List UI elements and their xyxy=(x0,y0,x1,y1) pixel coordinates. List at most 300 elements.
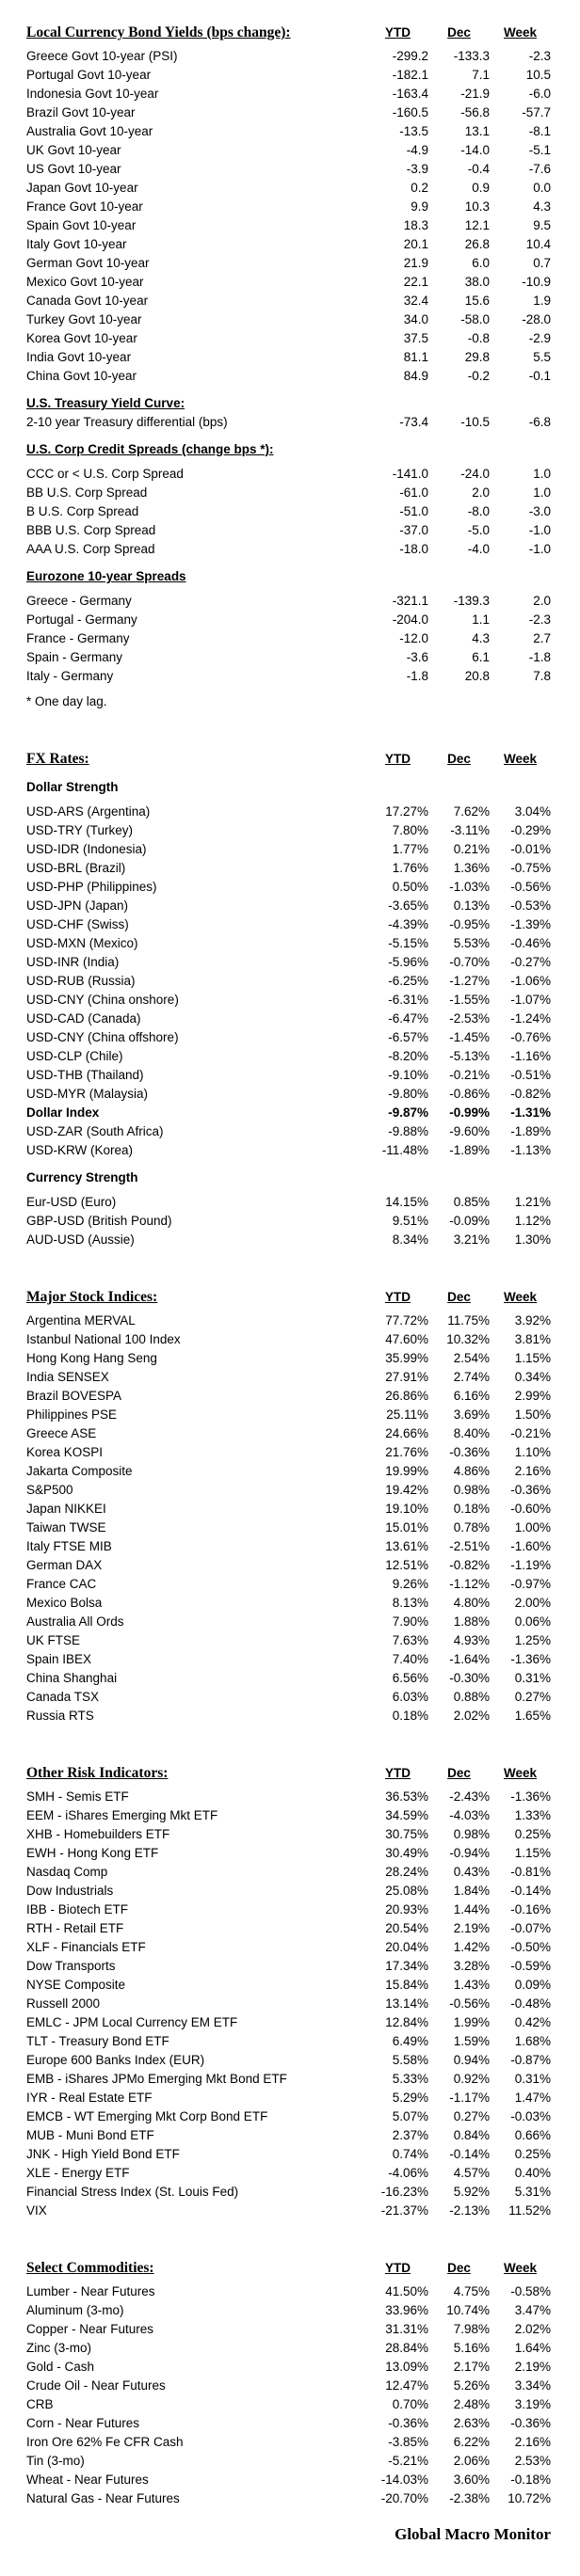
cell-ytd: -37.0 xyxy=(399,523,428,537)
row-label: Russia RTS xyxy=(26,1709,94,1723)
cell-dec: 2.0 xyxy=(472,485,490,500)
column-header-dec: Dec xyxy=(447,2261,471,2275)
cell-ytd: -4.9 xyxy=(406,143,428,157)
row-label: UK FTSE xyxy=(26,1633,81,1647)
table-row xyxy=(26,2013,551,2032)
row-label: IBB - Biotech ETF xyxy=(26,1902,129,1916)
table-row xyxy=(26,1330,551,1349)
table-row xyxy=(26,1957,551,1976)
table-row xyxy=(26,2395,551,2414)
cell-ytd: -5.15% xyxy=(388,936,428,950)
table-row xyxy=(26,1806,551,1825)
cell-ytd: 28.24% xyxy=(385,1865,428,1879)
cell-ytd: -0.36% xyxy=(388,2416,428,2430)
cell-dec: -2.13% xyxy=(449,2203,490,2218)
row-label: Russell 2000 xyxy=(26,1996,101,2011)
table-row xyxy=(26,1193,551,1212)
table-row xyxy=(26,821,551,840)
row-label: EEM - iShares Emerging Mkt ETF xyxy=(26,1808,218,1822)
cell-dec: 0.88% xyxy=(453,1690,490,1704)
row-label: Dow Industrials xyxy=(26,1884,114,1898)
cell-week: 1.9 xyxy=(533,294,551,308)
cell-ytd: -61.0 xyxy=(399,485,428,500)
cell-ytd: 34.0 xyxy=(403,312,428,326)
row-label: EMCB - WT Emerging Mkt Corp Bond ETF xyxy=(26,2109,268,2123)
table-row xyxy=(26,1882,551,1900)
column-header-dec: Dec xyxy=(447,1766,471,1780)
table-row xyxy=(26,1231,551,1249)
cell-dec: 10.32% xyxy=(446,1332,490,1346)
row-label: USD-CAD (Canada) xyxy=(26,1011,141,1026)
column-header-week: Week xyxy=(503,2261,538,2275)
cell-dec: 4.93% xyxy=(453,1633,490,1647)
cell-week: -7.6 xyxy=(528,162,551,176)
cell-ytd: -51.0 xyxy=(399,504,428,518)
cell-ytd: 30.49% xyxy=(385,1846,428,1860)
subsection-title: U.S. Treasury Yield Curve: xyxy=(26,396,185,410)
table-row xyxy=(26,1537,551,1556)
cell-dec: -0.21% xyxy=(449,1068,490,1082)
subsection-title: Eurozone 10-year Spreads xyxy=(26,569,186,583)
cell-dec: 15.6 xyxy=(464,294,490,308)
cell-week: 1.68% xyxy=(514,2034,551,2048)
section-header-row xyxy=(26,749,551,770)
cell-dec: 1.59% xyxy=(453,2034,490,2048)
table-row xyxy=(26,2164,551,2183)
row-label: BB U.S. Corp Spread xyxy=(26,485,148,500)
cell-ytd: -73.4 xyxy=(399,415,428,429)
cell-week: 3.34% xyxy=(514,2378,551,2393)
row-label: Greece Govt 10-year (PSI) xyxy=(26,49,178,63)
row-label: 2-10 year Treasury differential (bps) xyxy=(26,415,228,429)
column-header-ytd: YTD xyxy=(385,1290,411,1304)
row-group xyxy=(26,465,551,559)
cell-week: 2.16% xyxy=(514,2435,551,2449)
table-row xyxy=(26,1028,551,1047)
row-label: Mexico Bolsa xyxy=(26,1596,103,1610)
cell-ytd: 33.96% xyxy=(385,2303,428,2317)
row-label: TLT - Treasury Bond ETF xyxy=(26,2034,169,2048)
cell-dec: -8.0 xyxy=(467,504,490,518)
row-label: Nasdaq Comp xyxy=(26,1865,108,1879)
row-label: Greece ASE xyxy=(26,1426,97,1440)
section-title: Other Risk Indicators: xyxy=(26,1765,169,1781)
row-label: Eur-USD (Euro) xyxy=(26,1195,117,1209)
cell-dec: 0.85% xyxy=(453,1195,490,1209)
cell-week: 11.52% xyxy=(508,2203,551,2218)
cell-week: 10.4 xyxy=(525,237,551,251)
cell-dec: -1.03% xyxy=(449,880,490,894)
cell-week: -28.0 xyxy=(522,312,551,326)
row-label: Crude Oil - Near Futures xyxy=(26,2378,166,2393)
cell-week: -0.18% xyxy=(510,2473,551,2487)
cell-ytd: 7.80% xyxy=(392,823,428,837)
table-row xyxy=(26,66,551,85)
row-label: Korea Govt 10-year xyxy=(26,331,137,345)
cell-dec: -0.86% xyxy=(449,1087,490,1101)
cell-ytd: 5.33% xyxy=(392,2072,428,2086)
cell-ytd: 35.99% xyxy=(385,1351,428,1365)
table-row xyxy=(26,1825,551,1844)
row-label: German Govt 10-year xyxy=(26,256,150,270)
cell-ytd: 14.15% xyxy=(385,1195,428,1209)
column-header-ytd: YTD xyxy=(385,2261,411,2275)
cell-ytd: -160.5 xyxy=(392,105,428,119)
cell-week: -0.07% xyxy=(510,1921,551,1935)
cell-ytd: 47.60% xyxy=(385,1332,428,1346)
cell-week: 1.65% xyxy=(514,1709,551,1723)
table-row xyxy=(26,803,551,821)
cell-week: 3.47% xyxy=(514,2303,551,2317)
cell-dec: -133.3 xyxy=(453,49,490,63)
table-row xyxy=(26,1788,551,1806)
table-row xyxy=(26,103,551,122)
table-row xyxy=(26,1141,551,1160)
cell-week: -2.3 xyxy=(528,612,551,627)
cell-week: 2.53% xyxy=(514,2454,551,2468)
cell-ytd: -9.10% xyxy=(388,1068,428,1082)
cell-ytd: 6.03% xyxy=(392,1690,428,1704)
row-label: Spain Govt 10-year xyxy=(26,218,137,232)
row-label: US Govt 10-year xyxy=(26,162,121,176)
row-label: Zinc (3-mo) xyxy=(26,2341,92,2355)
row-label: Corn - Near Futures xyxy=(26,2416,140,2430)
row-label: USD-TRY (Turkey) xyxy=(26,823,134,837)
row-label: Brazil BOVESPA xyxy=(26,1389,122,1403)
cell-dec: -5.0 xyxy=(467,523,490,537)
column-header-week: Week xyxy=(503,1766,538,1780)
cell-dec: 3.21% xyxy=(453,1232,490,1247)
row-label: China Shanghai xyxy=(26,1671,118,1685)
cell-week: 10.72% xyxy=(508,2491,551,2505)
row-label: EMLC - JPM Local Currency EM ETF xyxy=(26,2015,238,2029)
cell-ytd: 0.70% xyxy=(392,2397,428,2411)
cell-ytd: -3.9 xyxy=(406,162,428,176)
cell-week: 9.5 xyxy=(533,218,551,232)
cell-week: 1.12% xyxy=(514,1214,551,1228)
subsection-title: U.S. Corp Credit Spreads (change bps *): xyxy=(26,442,274,456)
cell-dec: -0.30% xyxy=(449,1671,490,1685)
cell-ytd: 24.66% xyxy=(385,1426,428,1440)
table-row xyxy=(26,348,551,367)
cell-ytd: 18.3 xyxy=(403,218,428,232)
cell-dec: 7.1 xyxy=(472,68,490,82)
row-label: Spain - Germany xyxy=(26,650,123,664)
section-other-risk-indicators xyxy=(26,1763,551,2220)
cell-ytd: 19.10% xyxy=(385,1502,428,1516)
cell-ytd: -18.0 xyxy=(399,542,428,556)
table-row xyxy=(26,1047,551,1066)
cell-ytd: -8.20% xyxy=(388,1049,428,1063)
cell-dec: 1.99% xyxy=(453,2015,490,2029)
cell-ytd: 20.93% xyxy=(385,1902,428,1916)
cell-week: 2.99% xyxy=(514,1389,551,1403)
cell-week: -0.27% xyxy=(510,955,551,969)
cell-week: 0.31% xyxy=(514,2072,551,2086)
cell-week: 0.42% xyxy=(514,2015,551,2029)
row-label: XHB - Homebuilders ETF xyxy=(26,1827,170,1841)
table-row xyxy=(26,1613,551,1631)
row-label: Tin (3-mo) xyxy=(26,2454,85,2468)
row-label: USD-RUB (Russia) xyxy=(26,974,136,988)
cell-ytd: 77.72% xyxy=(385,1313,428,1328)
cell-dec: 5.16% xyxy=(453,2341,490,2355)
row-label: Iron Ore 62% Fe CFR Cash xyxy=(26,2435,184,2449)
cell-week: -0.21% xyxy=(510,1426,551,1440)
column-header-week: Week xyxy=(503,752,538,766)
table-row xyxy=(26,1368,551,1387)
cell-week: 1.47% xyxy=(514,2091,551,2105)
cell-dec: 6.22% xyxy=(453,2435,490,2449)
cell-dec: 38.0 xyxy=(464,275,490,289)
cell-week: 2.00% xyxy=(514,1596,551,1610)
cell-week: 1.0 xyxy=(533,485,551,500)
cell-week: 1.25% xyxy=(514,1633,551,1647)
cell-dec: 1.36% xyxy=(453,861,490,875)
row-label: BBB U.S. Corp Spread xyxy=(26,523,156,537)
cell-ytd: 27.91% xyxy=(385,1370,428,1384)
cell-dec: 1.42% xyxy=(453,1940,490,1954)
cell-week: -0.1 xyxy=(528,369,551,383)
row-label: CCC or < U.S. Corp Spread xyxy=(26,467,184,481)
row-label: EWH - Hong Kong ETF xyxy=(26,1846,159,1860)
column-headers xyxy=(367,750,551,769)
table-row xyxy=(26,1122,551,1141)
cell-dec: -0.09% xyxy=(449,1214,490,1228)
cell-week: -1.13% xyxy=(510,1143,551,1157)
row-label: UK Govt 10-year xyxy=(26,143,121,157)
row-label: Indonesia Govt 10-year xyxy=(26,87,159,101)
cell-ytd: 15.01% xyxy=(385,1520,428,1534)
row-label: NYSE Composite xyxy=(26,1978,126,1992)
table-row xyxy=(26,1575,551,1594)
cell-week: -1.24% xyxy=(510,1011,551,1026)
table-row xyxy=(26,1519,551,1537)
table-row xyxy=(26,2433,551,2452)
table-row xyxy=(26,198,551,216)
table-row xyxy=(26,1844,551,1863)
cell-dec: -2.43% xyxy=(449,1789,490,1804)
cell-week: -0.82% xyxy=(510,1087,551,1101)
cell-ytd: 5.29% xyxy=(392,2091,428,2105)
cell-week: -1.36% xyxy=(510,1652,551,1666)
cell-dec: -14.0 xyxy=(460,143,490,157)
cell-ytd: -299.2 xyxy=(392,49,428,63)
row-label: France Govt 10-year xyxy=(26,199,143,214)
cell-week: -0.16% xyxy=(510,1902,551,1916)
row-label: Japan Govt 10-year xyxy=(26,181,138,195)
cell-ytd: -5.21% xyxy=(388,2454,428,2468)
cell-dec: -10.5 xyxy=(460,415,490,429)
cell-week: 3.19% xyxy=(514,2397,551,2411)
cell-ytd: -14.03% xyxy=(380,2473,428,2487)
cell-dec: -0.8 xyxy=(467,331,490,345)
table-row xyxy=(26,2202,551,2220)
cell-ytd: 19.99% xyxy=(385,1464,428,1478)
row-label: India Govt 10-year xyxy=(26,350,132,364)
cell-dec: -1.89% xyxy=(449,1143,490,1157)
cell-week: 2.16% xyxy=(514,1464,551,1478)
cell-week: -1.60% xyxy=(510,1539,551,1553)
table-row xyxy=(26,1104,551,1122)
cell-week: -1.0 xyxy=(528,523,551,537)
cell-dec: 1.88% xyxy=(453,1614,490,1629)
cell-dec: -0.2 xyxy=(467,369,490,383)
cell-week: -1.31% xyxy=(510,1105,551,1120)
footnote: * One day lag. xyxy=(26,694,107,708)
cell-dec: 10.3 xyxy=(464,199,490,214)
cell-dec: -1.17% xyxy=(449,2091,490,2105)
table-row xyxy=(26,840,551,859)
row-label: USD-CHF (Swiss) xyxy=(26,917,129,931)
cell-week: -1.07% xyxy=(510,993,551,1007)
table-row xyxy=(26,1085,551,1104)
row-label: Korea KOSPI xyxy=(26,1445,104,1459)
table-row xyxy=(26,2452,551,2471)
cell-ytd: -16.23% xyxy=(380,2185,428,2199)
cell-dec: -5.13% xyxy=(449,1049,490,1063)
cell-ytd: 0.50% xyxy=(392,880,428,894)
cell-dec: 0.21% xyxy=(453,842,490,856)
cell-week: -0.01% xyxy=(510,842,551,856)
table-row xyxy=(26,934,551,953)
row-label: USD-ZAR (South Africa) xyxy=(26,1124,164,1138)
cell-ytd: -3.85% xyxy=(388,2435,428,2449)
cell-week: -6.0 xyxy=(528,87,551,101)
cell-week: 2.02% xyxy=(514,2322,551,2336)
cell-dec: -1.45% xyxy=(449,1030,490,1044)
table-row xyxy=(26,85,551,103)
table-row xyxy=(26,991,551,1010)
cell-week: -0.81% xyxy=(510,1865,551,1879)
cell-ytd: 5.07% xyxy=(392,2109,428,2123)
row-label: Australia Govt 10-year xyxy=(26,124,153,138)
cell-week: -0.56% xyxy=(510,880,551,894)
cell-week: 1.15% xyxy=(514,1351,551,1365)
cell-dec: 3.28% xyxy=(453,1959,490,1973)
column-headers xyxy=(367,24,551,42)
row-label: S&P500 xyxy=(26,1483,73,1497)
cell-ytd: 6.49% xyxy=(392,2034,428,2048)
cell-week: 7.8 xyxy=(533,669,551,683)
cell-dec: 0.9 xyxy=(472,181,490,195)
table-row xyxy=(26,310,551,329)
cell-ytd: 8.13% xyxy=(392,1596,428,1610)
cell-ytd: 25.11% xyxy=(386,1407,428,1422)
subsection-title: Dollar Strength xyxy=(26,780,119,794)
row-label: Aluminum (3-mo) xyxy=(26,2303,124,2317)
cell-ytd: 2.37% xyxy=(392,2128,428,2142)
cell-ytd: -321.1 xyxy=(392,594,428,608)
cell-dec: 4.57% xyxy=(453,2166,490,2180)
table-row xyxy=(26,1212,551,1231)
cell-week: -1.16% xyxy=(510,1049,551,1063)
cell-week: 1.30% xyxy=(514,1232,551,1247)
cell-ytd: 37.5 xyxy=(403,331,428,345)
cell-ytd: 26.86% xyxy=(385,1389,428,1403)
cell-dec: 0.13% xyxy=(453,898,490,913)
table-row xyxy=(26,1650,551,1669)
cell-week: -0.97% xyxy=(510,1577,551,1591)
cell-week: 1.00% xyxy=(514,1520,551,1534)
row-label: Turkey Govt 10-year xyxy=(26,312,142,326)
table-row xyxy=(26,2489,551,2508)
cell-week: -0.58% xyxy=(510,2284,551,2298)
table-row xyxy=(26,953,551,972)
cell-ytd: 7.90% xyxy=(392,1614,428,1629)
table-row xyxy=(26,1406,551,1424)
row-label: RTH - Retail ETF xyxy=(26,1921,124,1935)
cell-week: 0.34% xyxy=(514,1370,551,1384)
cell-week: 0.27% xyxy=(514,1690,551,1704)
cell-week: 5.5 xyxy=(533,350,551,364)
table-row xyxy=(26,972,551,991)
cell-week: -1.39% xyxy=(510,917,551,931)
row-label: MUB - Muni Bond ETF xyxy=(26,2128,154,2142)
section-title: FX Rates: xyxy=(26,751,89,767)
cell-week: 0.06% xyxy=(514,1614,551,1629)
row-label: USD-JPN (Japan) xyxy=(26,898,129,913)
row-label: XLE - Energy ETF xyxy=(26,2166,130,2180)
cell-ytd: 9.9 xyxy=(411,199,428,214)
table-row xyxy=(26,1688,551,1707)
cell-dec: -0.36% xyxy=(449,1445,490,1459)
cell-dec: 3.69% xyxy=(453,1407,490,1422)
table-row xyxy=(26,1594,551,1613)
table-row xyxy=(26,878,551,897)
cell-ytd: 13.14% xyxy=(385,1996,428,2011)
cell-week: 1.0 xyxy=(533,467,551,481)
cell-week: 2.7 xyxy=(533,631,551,645)
table-row xyxy=(26,1919,551,1938)
table-row xyxy=(26,540,551,559)
row-group xyxy=(26,592,551,686)
table-row xyxy=(26,2471,551,2489)
row-label: Istanbul National 100 Index xyxy=(26,1332,181,1346)
cell-ytd: -5.96% xyxy=(388,955,428,969)
cell-ytd: -9.80% xyxy=(388,1087,428,1101)
row-group xyxy=(26,2282,551,2508)
row-group xyxy=(26,413,551,432)
section-header-row xyxy=(26,1287,551,1308)
table-row xyxy=(26,179,551,198)
cell-dec: 4.75% xyxy=(453,2284,490,2298)
table-row xyxy=(26,2070,551,2089)
cell-dec: 8.40% xyxy=(453,1426,490,1440)
table-row xyxy=(26,2358,551,2377)
cell-ytd: 1.76% xyxy=(392,861,428,875)
table-row xyxy=(26,1556,551,1575)
cell-week: -0.03% xyxy=(510,2109,551,2123)
cell-dec: -58.0 xyxy=(460,312,490,326)
column-header-week: Week xyxy=(503,25,538,40)
cell-week: 1.50% xyxy=(514,1407,551,1422)
section-header-row xyxy=(26,1763,551,1784)
cell-ytd: -21.37% xyxy=(380,2203,428,2218)
cell-week: -0.29% xyxy=(510,823,551,837)
table-row xyxy=(26,2089,551,2107)
table-row xyxy=(26,1863,551,1882)
cell-week: -2.9 xyxy=(528,331,551,345)
cell-ytd: -9.87% xyxy=(388,1105,428,1120)
table-row xyxy=(26,141,551,160)
table-row xyxy=(26,1066,551,1085)
row-label: USD-BRL (Brazil) xyxy=(26,861,126,875)
table-row xyxy=(26,859,551,878)
cell-week: -0.50% xyxy=(510,1940,551,1954)
table-row xyxy=(26,329,551,348)
table-row xyxy=(26,216,551,235)
